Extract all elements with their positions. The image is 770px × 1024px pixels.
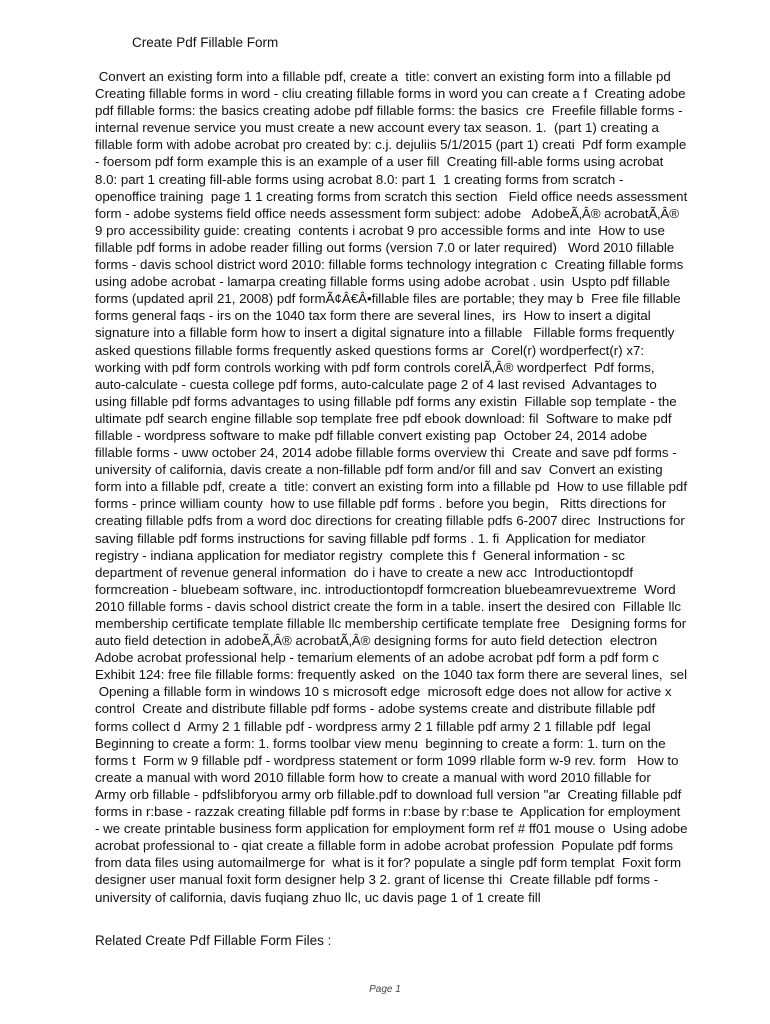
body-line: Army orb fillable - pdfslibforyou army orb fillable.pdf to download full version "ar Creating fillable pdf [95,786,682,802]
body-line: signature into a fillable form how to insert a digital signature into a fillable Fillable forms frequently [95,325,675,341]
document-title: Create Pdf Fillable Form [132,35,279,50]
body-line: saving fillable pdf forms instructions for saving fillable pdf forms . 1. fi Application for mediator [95,530,646,546]
body-line: create a manual with word 2010 fillable form how to create a manual with word 2010 fillable for [95,769,651,785]
body-line: 2010 fillable forms - davis school district create the form in a table. insert the desired con Fillable llc [95,598,682,614]
body-line: 9 pro accessibility guide: creating contents i acrobat 9 pro accessible forms and inte How to use [95,222,665,238]
body-line: fillable forms - uww october 24, 2014 adobe fillable forms overview thi Create and save pdf forms - [95,445,677,461]
body-line: auto field detection in adobeÃ‚Â® acrobatÃ‚Â® designing forms for auto field detection electron [95,633,658,649]
body-line: using fillable pdf forms advantages to using fillable pdf forms any existin Fillable sop template - the [95,393,677,409]
body-line: Exhibit 124: free file fillable forms: frequently asked on the 1040 tax form there are several lines, sel [95,667,688,683]
body-line: forms (updated april 21, 2008) pdf formÃ¢Â€Â•fillable files are portable; they may b Free file fillable [95,291,681,307]
body-line: Beginning to create a form: 1. forms toolbar view menu beginning to create a form: 1. turn on the [95,735,666,751]
page-footer: Page 1 [369,984,401,995]
body-line: formcreation - bluebeam software, inc. introductiontopdf formcreation bluebeamrevuextreme Word [95,581,676,597]
body-line: forms - davis school district word 2010: fillable forms technology integration c Creating fillable forms [95,257,684,273]
body-line: fillable form with adobe acrobat pro created by: c.j. dejuliis 5/1/2015 (part 1) creati Pdf form example [95,137,687,153]
body-line: openoffice training page 1 1 creating forms from scratch this section Field office needs assessment [95,188,688,204]
body-line: auto-calculate - cuesta college pdf forms, auto-calculate page 2 of 4 last revised Advantages to [95,376,657,392]
body-line: - foersom pdf form example this is an example of a user fill Creating fill-able forms using acrobat [95,154,664,170]
body-line: designer user manual foxit form designer help 3 2. grant of license thi Create fillable pdf forms - [95,872,659,888]
body-line: membership certificate template fillable llc membership certificate template free Designing forms for [95,616,687,631]
body-line: forms in r:base - razzak creating fillable pdf forms in r:base by r:base te Application for employment [95,804,681,820]
body-line: Adobe acrobat professional help - temarium elements of an adobe acrobat pdf form a pdf form c [95,650,659,666]
related-files-heading: Related Create Pdf Fillable Form Files : [95,933,332,948]
body-line: fillable - wordpress software to make pdf fillable convert existing pap October 24, 2014 adobe [95,427,648,443]
body-line: Opening a fillable form in windows 10 s microsoft edge microsoft edge does not allow for active x [95,684,672,700]
body-line: pdf fillable forms: the basics creating adobe pdf fillable forms: the basics cre Freefile fillable forms - [95,103,683,119]
body-line: forms t Form w 9 fillable pdf - wordpress statement or form 1099 rllable form w-9 rev. form How to [95,752,679,768]
body-line: asked questions fillable forms frequently asked questions forms ar Corel(r) wordperfect(r) x7: [95,342,645,358]
body-line: university of california, davis create a non-fillable pdf form and/or fill and sav Convert an existing [95,462,663,478]
body-line: ultimate pdf search engine fillable sop template free pdf ebook download: fil Software to make pdf [95,410,672,426]
body-line: form into a fillable pdf, create a title: convert an existing form into a fillable pd How to use fillable pdf [95,479,688,495]
body-line: forms collect d Army 2 1 fillable pdf - wordpress army 2 1 fillable pdf army 2 1 fillable pdf legal [95,718,651,734]
body-line: internal revenue service you must create a new account every tax season. 1. (part 1) creating a [95,120,659,136]
body-line: forms - prince william county how to use fillable pdf forms . before you begin, Ritts directions for [95,496,667,512]
body-line: using adobe acrobat - lamarpa creating fillable forms using adobe acrobat . usin Uspto pdf fillable [95,274,671,290]
body-line: acrobat professional to - qiat create a fillable form in adobe acrobat profession Populate pdf forms [95,838,673,854]
body-line: 8.0: part 1 creating fill-able forms using acrobat 8.0: part 1 1 creating forms from scratch - [95,171,624,187]
body-line: fillable pdf forms in adobe reader filling out forms (version 7.0 or later required) Word 2010 fillable [95,239,675,255]
body-line: Creating fillable forms in word - cliu creating fillable forms in word you can create a f Creating adobe [95,86,686,102]
body-line: forms general faqs - irs on the 1040 tax form there are several lines, irs How to insert a digital [95,308,651,324]
body-line: Convert an existing form into a fillable pdf, create a title: convert an existing form into a fillable pd [95,69,671,84]
body-line: working with pdf form controls working with pdf form controls corelÃ‚Â® wordperfect Pdf forms, [95,359,655,375]
body-paragraph [95,68,735,906]
body-line: university of california, davis fuqiang zhuo llc, uc davis page 1 of 1 create fill [95,889,541,905]
body-line: creating fillable pdfs from a word doc directions for creating fillable pdfs 6-2007 direc Instructions for [95,513,685,529]
body-line: from data files using automailmerge for what is it for? populate a single pdf form templat Foxit form [95,855,682,871]
body-line: control Create and distribute fillable pdf forms - adobe systems create and distribute fillable pdf [95,701,656,717]
body-line: form - adobe systems field office needs assessment form subject: adobe AdobeÃ‚Â® acrobatÃ‚Â® [95,205,680,221]
body-line: department of revenue general information do i have to create a new acc Introductiontopdf [95,564,634,580]
body-line: - we create printable business form application for employment form ref # ff01 mouse o Using adobe [95,821,688,837]
body-line: registry - indiana application for mediator registry complete this f General information - sc [95,547,625,563]
